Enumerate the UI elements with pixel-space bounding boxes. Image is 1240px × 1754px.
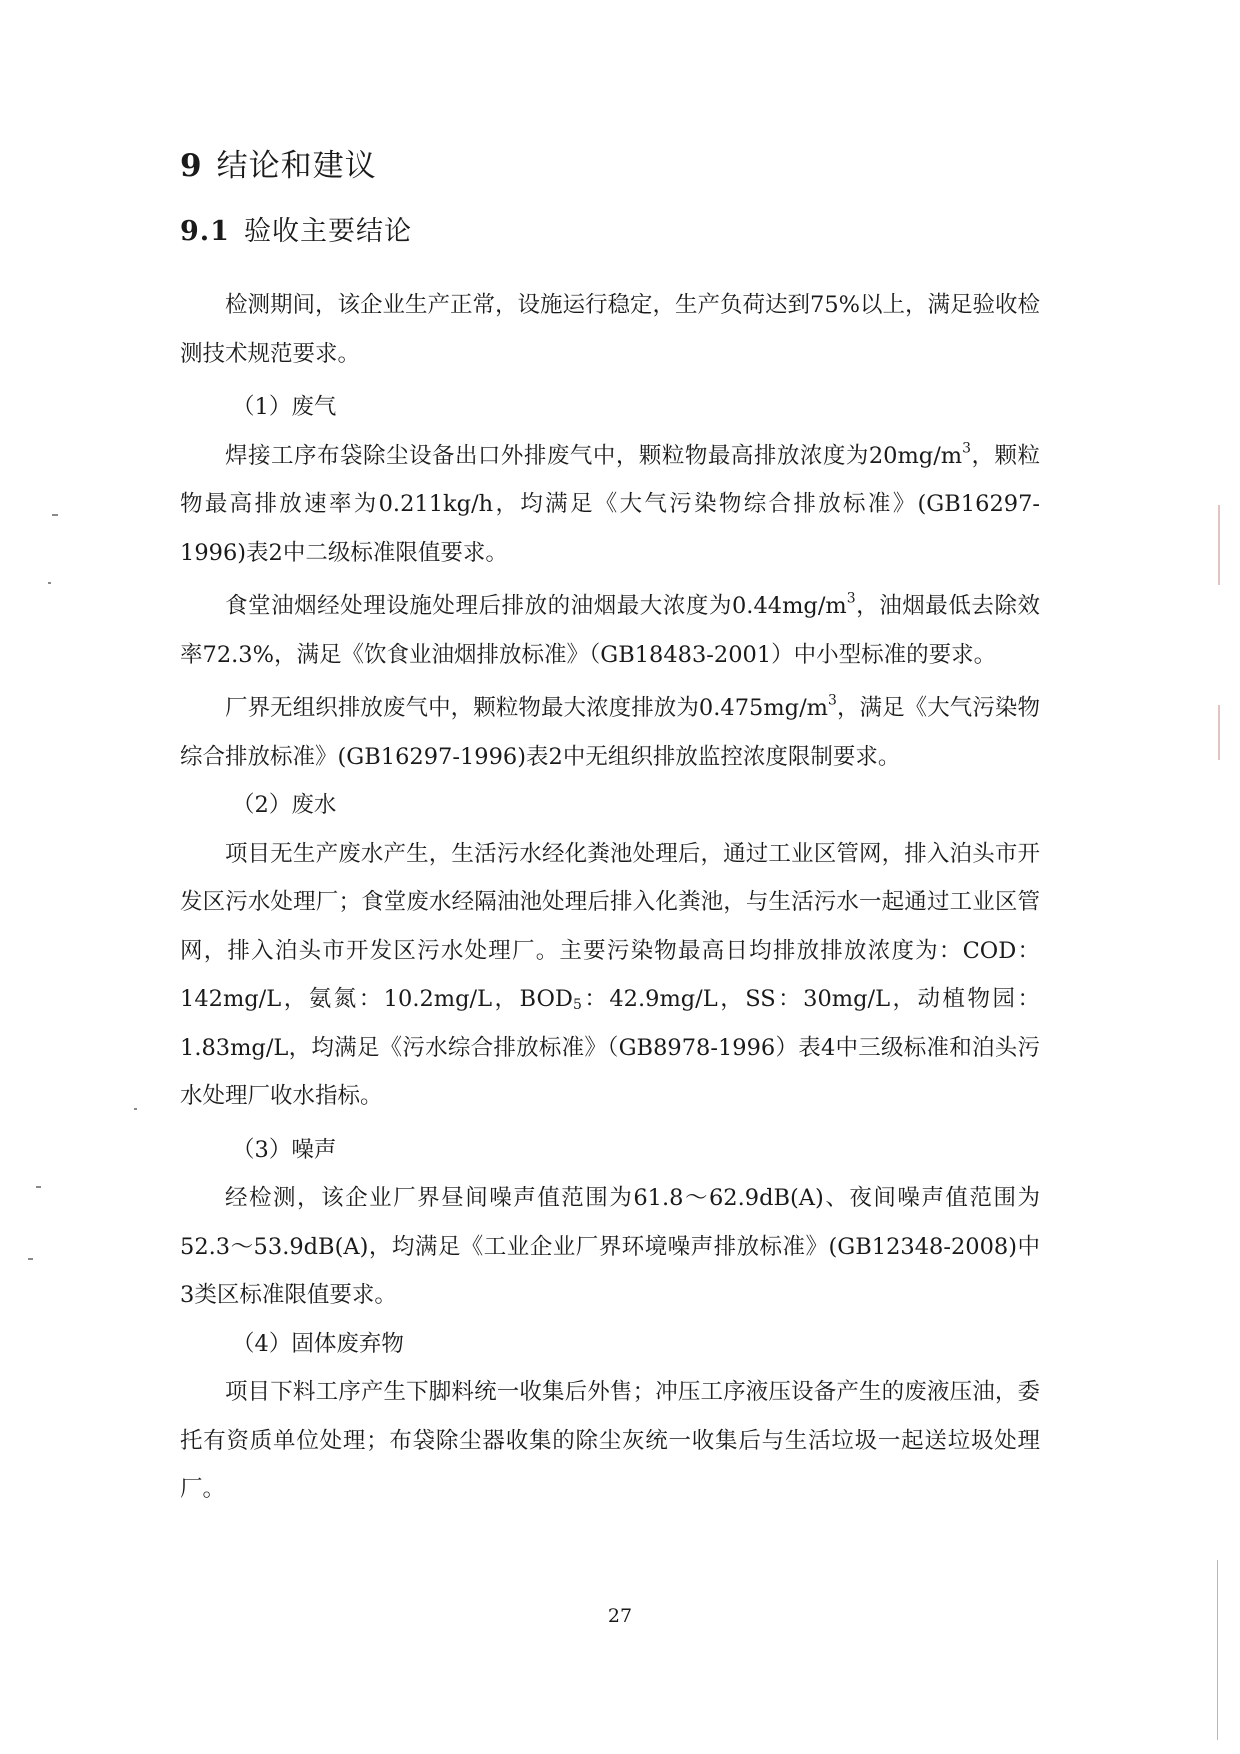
noise-paragraph: 经检测，该企业厂界昼间噪声值范围为61.8～62.9dB(A)、夜间噪声值范围为52.3～53.9dB(A)，均满足《工业企业厂界环境噪声排放标准》(GB12348-2008)中3类区标准限值要求。 bbox=[180, 1185, 1040, 1308]
chapter-title: 结论和建议 bbox=[216, 148, 377, 184]
section-title: 验收主要结论 bbox=[243, 216, 412, 247]
seal-stamp-edge bbox=[1218, 705, 1234, 760]
scan-mark bbox=[36, 1186, 41, 1188]
scan-mark bbox=[134, 1108, 137, 1110]
waste-gas-paragraph-2: 食堂油烟经处理设施处理后排放的油烟最大浓度为$0.44mg/m^3$，油烟最低去除效率72.3%，满足《饮食业油烟排放标准》（GB18483-2001）中小型标准的要求。 bbox=[180, 590, 1040, 668]
solid-waste-paragraph: 项目下料工序产生下脚料统一收集后外售；冲压工序液压设备产生的废液压油，委托有资质单位处理；布袋除尘器收集的除尘灰统一收集后与生活垃圾一起送垃圾处理厂。 bbox=[180, 1379, 1040, 1502]
scan-edge-line bbox=[1217, 1560, 1218, 1740]
superscript: 3 bbox=[828, 692, 837, 709]
scan-mark bbox=[28, 1258, 33, 1260]
intro-paragraph: 检测期间，该企业生产正常，设施运行稳定，生产负荷达到75%以上，满足验收检测技术规范要求。 bbox=[180, 292, 1041, 367]
superscript: 3 bbox=[962, 440, 971, 457]
superscript: 3 bbox=[846, 590, 856, 607]
scan-mark bbox=[48, 582, 51, 584]
waste-gas-heading: （1）废气 bbox=[232, 394, 337, 420]
section-heading bbox=[180, 214, 412, 250]
subscript: 5 bbox=[572, 996, 582, 1013]
waste-water-heading: （2）废水 bbox=[232, 792, 337, 818]
noise-heading: （3）噪声 bbox=[232, 1136, 337, 1163]
document-body bbox=[180, 281, 1040, 1514]
waste-water-paragraph: 项目无生产废水产生，生活污水经化粪池处理后，通过工业区管网，排入泊头市开发区污水处理厂；食堂废水经隔油池处理后排入化粪池，与生活污水一起通过工业区管网，排入泊头市开发区污水处理厂。主要污染物最高日均排放排放浓度为：COD：142mg/L，氨氮：10.2mg/L，$BOD_5$：42.9mg/L，SS：30mg/L，动植物园：1.83mg/L，均满足《污水综合排放标准》（GB8978-1996）表4中三级标准和泊头污水处理厂收水指标。 bbox=[180, 840, 1040, 1109]
chapter-number: 9 bbox=[180, 148, 203, 184]
waste-gas-paragraph-3: 厂界无组织排放废气中，颗粒物最大浓度排放为$0.475mg/m^3$，满足《大气污染物综合排放标准》(GB16297-1996)表2中无组织排放监控浓度限制要求。 bbox=[180, 692, 1040, 770]
scan-mark bbox=[52, 514, 58, 516]
page-number: 27 bbox=[607, 1605, 633, 1627]
chapter-heading bbox=[180, 146, 377, 186]
seal-stamp-edge bbox=[1218, 505, 1234, 585]
section-number: 9.1 bbox=[180, 216, 230, 247]
waste-gas-paragraph-1: 焊接工序布袋除尘设备出口外排废气中，颗粒物最高排放浓度为$20mg/m^3$，颗粒物最高排放速率为0.211kg/h，均满足《大气污染物综合排放标准》(GB16297-1996)表2中二级标准限值要求。 bbox=[180, 440, 1040, 566]
solid-waste-heading: （4）固体废弃物 bbox=[232, 1330, 404, 1357]
